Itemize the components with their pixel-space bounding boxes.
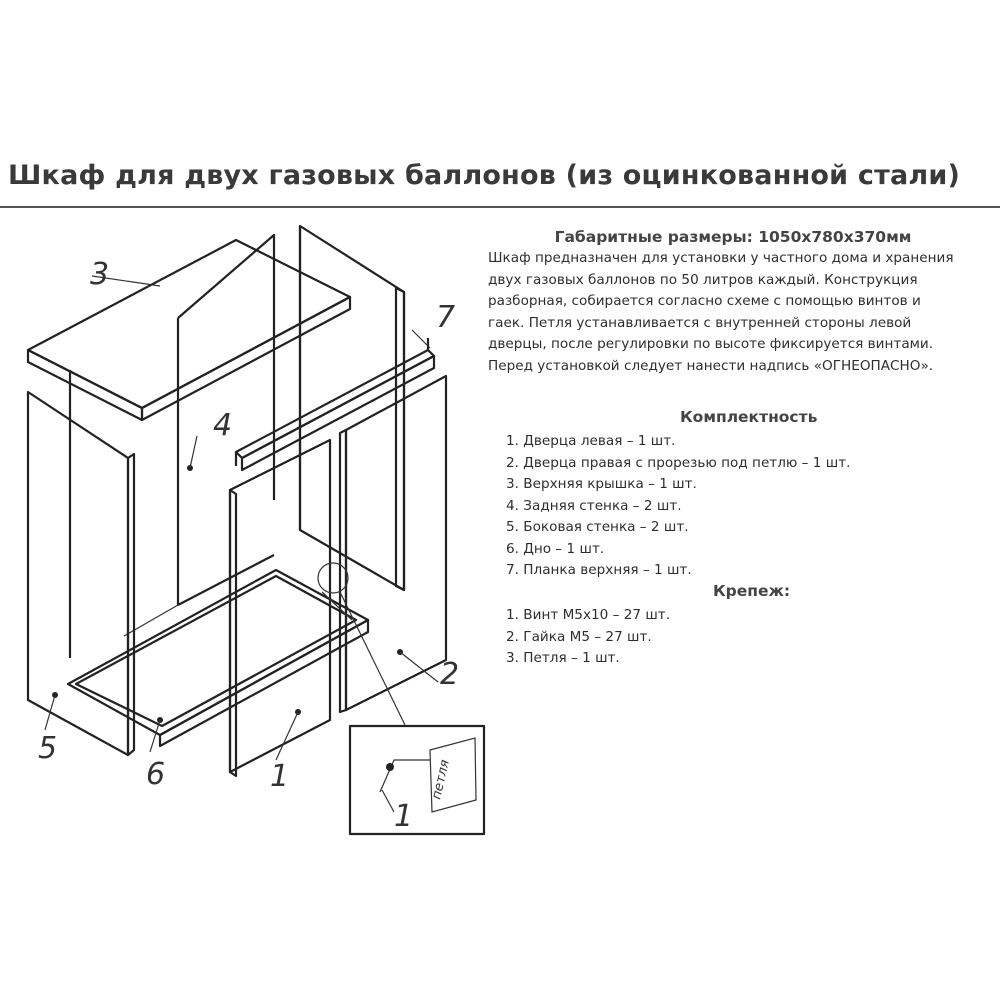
- part-label-1: 1: [270, 759, 290, 794]
- part-label-4: 4: [213, 408, 233, 443]
- side-wall-part: [28, 392, 134, 755]
- description-line: Перед установкой следует нанести надпись «ОГНЕОПАСНО».: [488, 357, 934, 374]
- list-item: 2. Дверца правая с прорезью под петлю – 1 шт.: [506, 454, 851, 471]
- page-title: Шкаф для двух газовых баллонов (из оцинкованной стали): [8, 160, 961, 191]
- list-item: 7. Планка верхняя – 1 шт.: [506, 562, 692, 578]
- list-item: 2. Гайка М5 – 27 шт.: [506, 628, 652, 645]
- fasteners-heading: Крепеж:: [713, 582, 791, 600]
- left-door-part: [230, 440, 330, 776]
- list-item: 1. Дверца левая – 1 шт.: [506, 433, 676, 449]
- list-item: 3. Верхняя крышка – 1 шт.: [506, 476, 697, 492]
- dimensions-heading: Габаритные размеры: 1050х780х370мм: [554, 228, 912, 246]
- hinge-detail-label: петля: [429, 758, 453, 801]
- list-item: 1. Винт М5х10 – 27 шт.: [506, 607, 671, 623]
- top-cover-part: [28, 240, 350, 420]
- detail-part-label-1: 1: [394, 799, 414, 834]
- list-item: 4. Задняя стенка – 2 шт.: [506, 497, 682, 514]
- list-item: 3. Петля – 1 шт.: [506, 650, 620, 666]
- part-label-2: 2: [440, 657, 460, 692]
- description-line: двух газовых баллонов по 50 литров каждый. Конструкция: [488, 271, 918, 288]
- bottom-part: [68, 570, 368, 746]
- description-line: гаек. Петля устанавливается с внутренней стороны левой: [488, 314, 912, 331]
- part-label-6: 6: [146, 757, 166, 792]
- list-item: 5. Боковая стенка – 2 шт.: [506, 519, 689, 535]
- part-label-3: 3: [90, 257, 110, 292]
- part-label-5: 5: [38, 731, 58, 766]
- description-line: Шкаф предназначен для установки у частного дома и хранения: [488, 250, 954, 266]
- part-label-7: 7: [436, 300, 456, 335]
- hinge-detail-box: [350, 726, 484, 834]
- right-door-part: [340, 376, 446, 712]
- list-item: 6. Дно – 1 шт.: [506, 540, 605, 557]
- completeness-heading: Комплектность: [680, 408, 818, 426]
- leader-lines: [45, 276, 438, 760]
- description-line: разборная, собирается согласно схеме с помощью винтов и: [488, 293, 921, 309]
- description-line: дверцы, после регулировки по высоте фиксируется винтами.: [488, 336, 934, 352]
